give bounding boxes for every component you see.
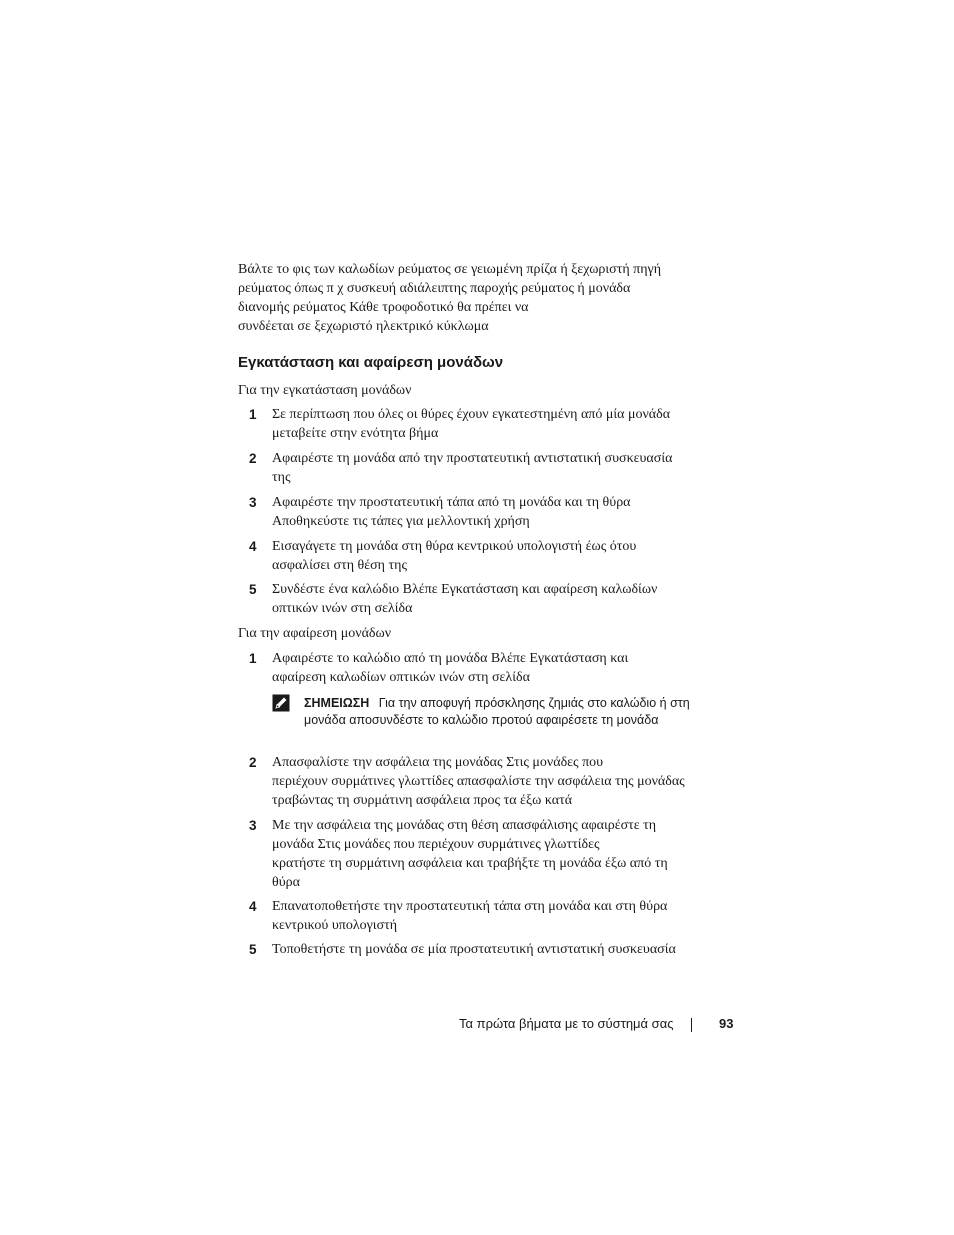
remove-step-2-line-1: Απασφαλίστε την ασφάλεια της μονάδας Στις μονάδες που bbox=[272, 755, 604, 770]
install-step-5-number: 5 bbox=[249, 582, 257, 597]
install-step-4-line-1: Εισαγάγετε τη μονάδα στη θύρα κεντρικού υπολογιστή έως ότου bbox=[272, 539, 637, 554]
remove-step-5-number: 5 bbox=[249, 942, 257, 957]
intro-line-3: διανομής ρεύματος Κάθε τροφοδοτικό θα πρέπει να bbox=[238, 300, 529, 315]
install-step-5-line-2: οπτικών ινών στη σελίδα bbox=[272, 601, 413, 616]
install-step-3-line-1: Αφαιρέστε την προστατευτική τάπα από τη μονάδα και τη θύρα bbox=[272, 495, 631, 510]
install-step-4-number: 4 bbox=[249, 539, 257, 554]
install-step-4-line-2: ασφαλίσει στη θέση της bbox=[272, 558, 407, 573]
install-step-2-line-2: της bbox=[272, 470, 291, 485]
install-step-3-line-2: Αποθηκεύστε τις τάπες για μελλοντική χρήση bbox=[272, 514, 530, 529]
page-number: 93 bbox=[719, 1016, 734, 1031]
section-title: Εγκατάσταση και αφαίρεση μονάδων bbox=[238, 354, 504, 371]
note-label: ΣΗΜΕΙΩΣΗ bbox=[304, 696, 370, 710]
install-step-2-line-1: Αφαιρέστε τη μονάδα από την προστατευτική αντιστατική συσκευασία bbox=[272, 451, 673, 466]
remove-step-3-line-4: θύρα bbox=[272, 875, 300, 890]
intro-line-1: Βάλτε το φις των καλωδίων ρεύματος σε γειωμένη πρίζα ή ξεχωριστή πηγή bbox=[238, 262, 662, 277]
install-step-1-number: 1 bbox=[249, 407, 257, 422]
remove-step-3-number: 3 bbox=[249, 818, 257, 833]
install-step-1-line-2: μεταβείτε στην ενότητα βήμα bbox=[272, 426, 439, 441]
remove-step-4-number: 4 bbox=[249, 899, 257, 914]
remove-step-3-line-1: Με την ασφάλεια της μονάδας στη θέση απασφάλισης αφαιρέστε τη bbox=[272, 818, 657, 833]
install-intro: Για την εγκατάσταση μονάδων bbox=[238, 383, 412, 398]
remove-step-2-number: 2 bbox=[249, 755, 257, 770]
remove-step-4-line-1: Επανατοποθετήστε την προστατευτική τάπα στη μονάδα και στη θύρα bbox=[272, 899, 668, 914]
footer-separator bbox=[691, 1018, 692, 1032]
install-step-2-number: 2 bbox=[249, 451, 257, 466]
remove-step-1-line-1: Αφαιρέστε το καλώδιο από τη μονάδα Βλέπε Εγκατάσταση και bbox=[272, 651, 629, 666]
remove-step-4-line-2: κεντρικού υπολογιστή bbox=[272, 918, 398, 933]
note-line-1 bbox=[304, 696, 690, 710]
intro-line-2: ρεύματος όπως π χ συσκευή αδιάλειπτης παροχής ρεύματος ή μονάδα bbox=[238, 281, 631, 296]
remove-step-2-line-3: τραβώντας τη συρμάτινη ασφάλεια προς τα έξω κατά bbox=[272, 793, 573, 808]
remove-intro: Για την αφαίρεση μονάδων bbox=[238, 626, 392, 641]
remove-step-5-line-1: Τοποθετήστε τη μονάδα σε μία προστατευτική αντιστατική συσκευασία bbox=[272, 942, 676, 957]
remove-step-2-line-2: περιέχουν συρμάτινες γλωττίδες απασφαλίστε την ασφάλεια της μονάδας bbox=[272, 774, 685, 789]
pencil-note-icon bbox=[272, 694, 290, 712]
note-line-2: μονάδα αποσυνδέστε το καλώδιο προτού αφαιρέσετε τη μονάδα bbox=[304, 713, 659, 727]
remove-step-3-line-3: κρατήστε τη συρμάτινη ασφάλεια και τραβήξτε τη μονάδα έξω από τη bbox=[272, 856, 668, 871]
install-step-1-line-1: Σε περίπτωση που όλες οι θύρες έχουν εγκατεστημένη από μία μονάδα bbox=[272, 407, 671, 422]
remove-step-3-line-2: μονάδα Στις μονάδες που περιέχουν συρμάτινες γλωττίδες bbox=[272, 837, 600, 852]
remove-step-1-line-2: αφαίρεση καλωδίων οπτικών ινών στη σελίδα bbox=[272, 670, 530, 685]
install-step-5-line-1: Συνδέστε ένα καλώδιο Βλέπε Εγκατάσταση και αφαίρεση καλωδίων bbox=[272, 582, 658, 597]
remove-step-1-number: 1 bbox=[249, 651, 257, 666]
note-text-1: Για την αποφυγή πρόσκλησης ζημιάς στο καλώδιο ή στη bbox=[378, 696, 690, 710]
intro-line-4: συνδέεται σε ξεχωριστό ηλεκτρικό κύκλωμα bbox=[238, 319, 489, 334]
footer-title: Τα πρώτα βήματα με το σύστημά σας bbox=[459, 1016, 674, 1031]
install-step-3-number: 3 bbox=[249, 495, 257, 510]
